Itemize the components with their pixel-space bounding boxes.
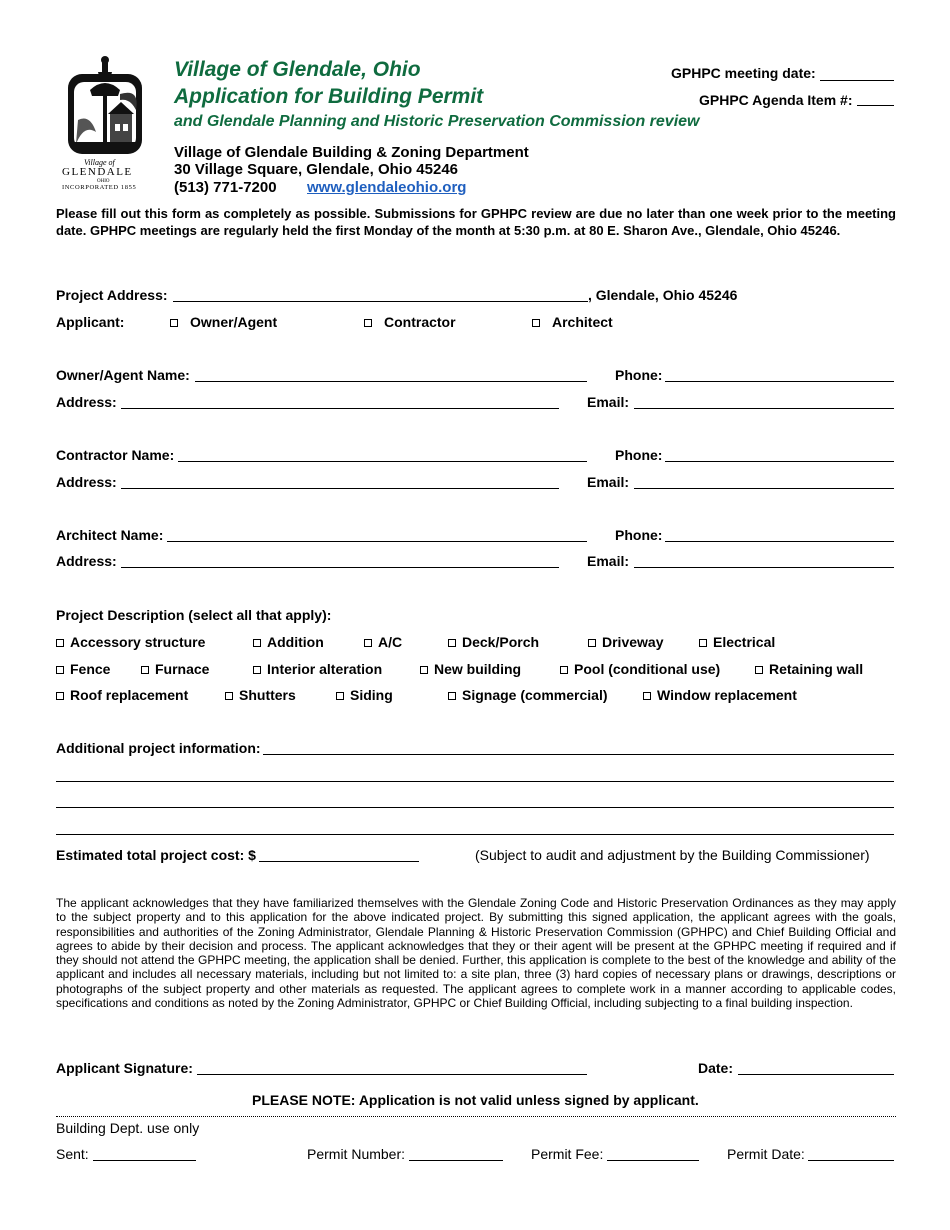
owner-address-field[interactable]	[121, 408, 559, 409]
checkbox-icon	[699, 639, 707, 647]
checkbox-interior-alteration[interactable]: Interior alteration	[253, 661, 382, 677]
checkbox-icon	[755, 666, 763, 674]
cost-field[interactable]	[259, 861, 419, 862]
signature-field[interactable]	[197, 1074, 587, 1075]
owner-name-label: Owner/Agent Name:	[56, 367, 190, 383]
architect-phone-field[interactable]	[665, 541, 894, 542]
permit-fee-label: Permit Fee:	[531, 1146, 604, 1162]
checkbox-window-replacement[interactable]: Window replacement	[643, 687, 797, 703]
contractor-email-label: Email:	[587, 474, 630, 490]
permit-fee-field[interactable]	[607, 1160, 699, 1161]
checkbox-icon	[141, 666, 149, 674]
checkbox-deck-porch[interactable]: Deck/Porch	[448, 634, 539, 650]
signature-note: PLEASE NOTE: Application is not valid unless signed by applicant.	[252, 1092, 699, 1108]
date-label: Date:	[698, 1060, 734, 1076]
checkbox-icon	[448, 639, 456, 647]
checkbox-accessory-structure[interactable]: Accessory structure	[56, 634, 205, 650]
contractor-address-label: Address:	[56, 474, 117, 490]
checkbox-addition[interactable]: Addition	[253, 634, 324, 650]
additional-info-label: Additional project information:	[56, 740, 261, 756]
checkbox-icon	[364, 639, 372, 647]
department-address: 30 Village Square, Glendale, Ohio 45246	[174, 161, 459, 178]
department-phone: (513) 771-7200	[174, 179, 277, 196]
checkbox-icon	[225, 692, 233, 700]
checkbox-electrical[interactable]: Electrical	[699, 634, 775, 650]
checkbox-driveway[interactable]: Driveway	[588, 634, 663, 650]
additional-info-field-1[interactable]	[263, 754, 894, 755]
checkbox-icon	[532, 319, 540, 327]
architect-email-field[interactable]	[634, 567, 894, 568]
project-city-suffix: , Glendale, Ohio 45246	[588, 287, 738, 303]
permit-number-field[interactable]	[409, 1160, 503, 1161]
subtitle-gphpc: and Glendale Planning and Historic Preservation Commission review	[174, 113, 700, 130]
architect-phone-label: Phone:	[615, 527, 663, 543]
checkbox-icon	[588, 639, 596, 647]
checkbox-icon	[56, 666, 64, 674]
applicant-architect-checkbox[interactable]: Architect	[532, 314, 613, 330]
checkbox-furnace[interactable]: Furnace	[141, 661, 209, 677]
permit-number-label: Permit Number:	[307, 1146, 406, 1162]
checkbox-retaining-wall[interactable]: Retaining wall	[755, 661, 863, 677]
checkbox-signage[interactable]: Signage (commercial)	[448, 687, 608, 703]
lamppost-seal-icon	[60, 54, 150, 159]
checkbox-icon	[448, 692, 456, 700]
checkbox-siding[interactable]: Siding	[336, 687, 393, 703]
contractor-phone-field[interactable]	[665, 461, 894, 462]
owner-email-field[interactable]	[634, 408, 894, 409]
title-village: Village of Glendale, Ohio	[174, 58, 421, 81]
owner-address-label: Address:	[56, 394, 117, 410]
office-divider	[56, 1116, 896, 1117]
contractor-name-field[interactable]	[178, 461, 587, 462]
architect-address-field[interactable]	[121, 567, 559, 568]
logo-name: GLENDALE	[62, 166, 133, 178]
village-logo	[60, 54, 150, 194]
checkbox-icon	[560, 666, 568, 674]
architect-email-label: Email:	[587, 553, 630, 569]
owner-name-field[interactable]	[195, 381, 587, 382]
checkbox-pool[interactable]: Pool (conditional use)	[560, 661, 720, 677]
checkbox-shutters[interactable]: Shutters	[225, 687, 296, 703]
additional-info-field-3[interactable]	[56, 807, 894, 808]
description-heading: Project Description (select all that apply):	[56, 607, 332, 623]
checkbox-icon	[253, 666, 261, 674]
meeting-date-field[interactable]	[820, 80, 894, 81]
logo-caption-script: Village of	[84, 158, 115, 167]
project-address-field[interactable]	[173, 301, 588, 302]
logo-state: OHIO	[97, 179, 110, 184]
checkbox-ac[interactable]: A/C	[364, 634, 402, 650]
applicant-owner-checkbox[interactable]: Owner/Agent	[170, 314, 277, 330]
checkbox-icon	[420, 666, 428, 674]
applicant-contractor-checkbox[interactable]: Contractor	[364, 314, 456, 330]
intro-instructions: Please fill out this form as completely as possible. Submissions for GPHPC review are due no later than one week prior to the meeting date. GPHPC meetings are regularly held the first Monday of the month at 5:30 p.m. at 80 E. Sharon Ave., Glendale, Ohio 45246.	[56, 206, 896, 238]
checkbox-icon	[56, 692, 64, 700]
department-name: Village of Glendale Building & Zoning Department	[174, 144, 529, 161]
website-link[interactable]: www.glendaleohio.org	[307, 179, 467, 196]
date-field[interactable]	[738, 1074, 894, 1075]
permit-date-field[interactable]	[808, 1160, 894, 1161]
architect-name-label: Architect Name:	[56, 527, 164, 543]
checkbox-icon	[643, 692, 651, 700]
meeting-date-label: GPHPC meeting date:	[671, 65, 816, 81]
contractor-email-field[interactable]	[634, 488, 894, 489]
signature-label: Applicant Signature:	[56, 1060, 193, 1076]
checkbox-icon	[56, 639, 64, 647]
architect-name-field[interactable]	[167, 541, 587, 542]
checkbox-icon	[364, 319, 372, 327]
sent-label: Sent:	[56, 1146, 89, 1162]
checkbox-icon	[253, 639, 261, 647]
additional-info-field-2[interactable]	[56, 781, 894, 782]
agenda-item-field[interactable]	[857, 105, 894, 106]
cost-label: Estimated total project cost: $	[56, 847, 256, 863]
project-address-label: Project Address:	[56, 287, 168, 303]
checkbox-icon	[170, 319, 178, 327]
additional-info-field-4[interactable]	[56, 834, 894, 835]
applicant-label: Applicant:	[56, 314, 125, 330]
contractor-address-field[interactable]	[121, 488, 559, 489]
owner-email-label: Email:	[587, 394, 630, 410]
contractor-name-label: Contractor Name:	[56, 447, 175, 463]
checkbox-roof-replacement[interactable]: Roof replacement	[56, 687, 188, 703]
office-use-heading: Building Dept. use only	[56, 1120, 200, 1136]
checkbox-new-building[interactable]: New building	[420, 661, 521, 677]
logo-incorporated: INCORPORATED 1855	[62, 184, 137, 191]
owner-phone-label: Phone:	[615, 367, 663, 383]
contractor-phone-label: Phone:	[615, 447, 663, 463]
architect-address-label: Address:	[56, 553, 117, 569]
sent-field[interactable]	[93, 1160, 196, 1161]
permit-date-label: Permit Date:	[727, 1146, 805, 1162]
acknowledgment-text: The applicant acknowledges that they have familiarized themselves with the Glendale Zoning Code and Historic Preservation Ordinances as they may apply to the subject property and to this application for the above indicated project. By submitting this signed application, the applicant agrees with the goals, responsibilities and authorities of the Zoning Administrator, Glendale Planning & Historic Preservation Commission (GPHPC) and Chief Building Official and agrees to abide by their decision and process. The applicant acknowledges that they or their agent will be present at the GPHPC meeting if required and if they should not attend the GPHPC meeting, the application shall be denied. Further, this application is complete to the best of the knowledge and ability of the applicant and includes all necessary materials, including but not limited to: a site plan, three (3) hard copies of necessary plans or drawings, descriptions or photographs of the subject property and other materials as requested. The applicant agrees to complete work in a manner according to applicable codes, specifications and conditions as noted by the Zoning Administrator, GPHPC or Chief Building Official, including subjecting to a final building inspection.	[56, 896, 896, 1011]
owner-phone-field[interactable]	[665, 381, 894, 382]
cost-note: (Subject to audit and adjustment by the Building Commissioner)	[475, 847, 870, 863]
title-application: Application for Building Permit	[174, 85, 484, 108]
checkbox-icon	[336, 692, 344, 700]
checkbox-fence[interactable]: Fence	[56, 661, 110, 677]
agenda-item-label: GPHPC Agenda Item #:	[699, 92, 853, 108]
